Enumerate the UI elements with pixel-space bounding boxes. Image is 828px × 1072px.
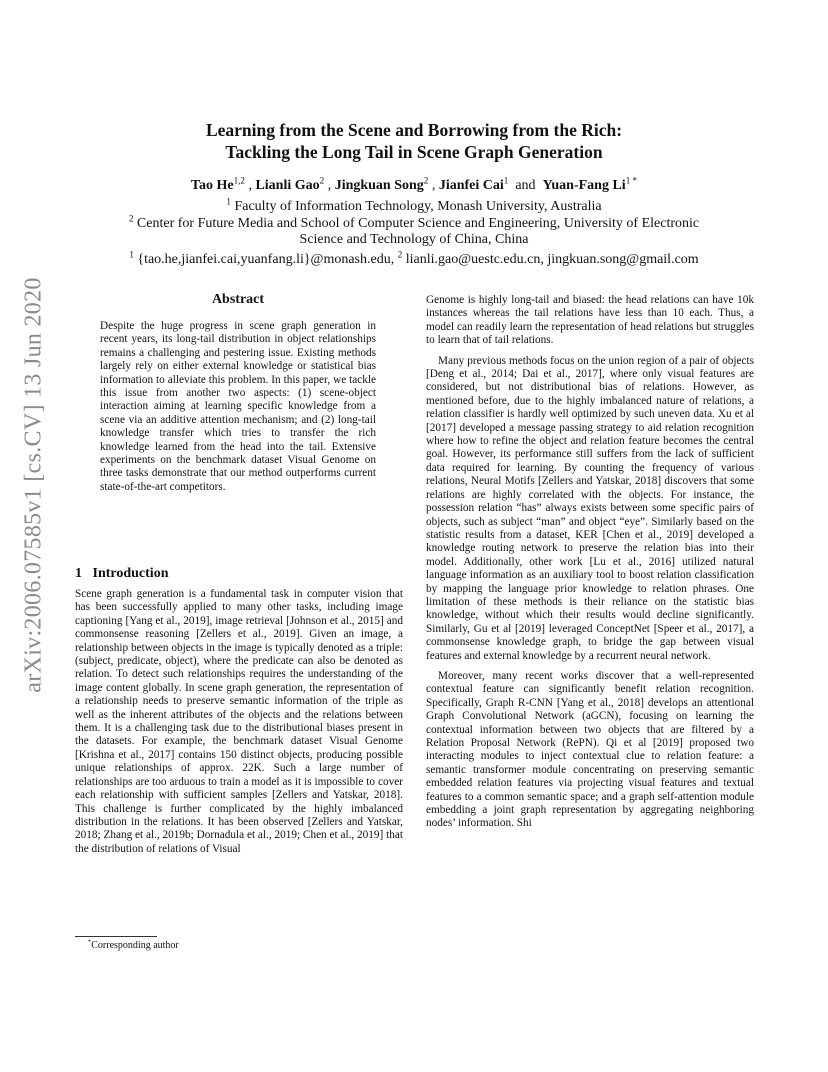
author-name: Jianfei Cai [438, 178, 504, 193]
intro-paragraph: Moreover, many recent works discover that a well-represented contextual feature can significantly benefit relation recognition. Specifically, Graph R-CNN [Yang et al., 2018] develops an attentional Graph Convolutional Network (aGCN), focusing on learning the contextual information between two objects that are filtered by a Relation Proposal Network (RePN). Qi et al [2019] proposed two interacting modules to inject contextual clue to relation feature: a semantic transformer module concentrating on preserving semantic embedded relation features via projecting visual features and textual features to a common semantic space; and a graph self-attention module embedding a joint graph representation by aggregating neighboring nodes’ information. Shi [426, 669, 754, 830]
affiliation-2: $^2$ Center for Future Media and School of Computer Science and Engineering, University of Electronic [128, 213, 700, 231]
affiliation-1: $^1$ Faculty of Information Technology, Monash University, Australia [226, 196, 602, 214]
intro-paragraph: Many previous methods focus on the union region of a pair of objects [Deng et al., 2014; Dai et al., 2017], where only visual features are considered, but not distributional bias of relations. However, as mentioned before, due to the highly imbalanced nature of relations, a relation classifier is hardly well optimized by such uneven data. Xu et al [2017] developed a message passing strategy to aid relation recognition where how to refine the object and relation feature becomes the central goal. However, its performance still suffers from the lack of sufficient data required for learning. By counting the frequency of various relations, Neural Motifs [Zellers and Yatskar, 2018] discovers that some relations are highly correlated with the objects. For instance, the possession relation “has” always exists between some specific pairs of objects, such as subject “man” and object “eye”. Similarly based on the statistic results from a dataset, KER [Chen et al., 2019] developed a knowledge routing network to preserve the relation bias into their model. Additionally, other work [Lu et al., 2016] utilized natural language information as an auxiliary tool to boost relation classification by mapping the language prior knowledge to relation phrases. One limitation of these methods is their reliance on the statistic bias knowledge, without which their results would decline significantly. Similarly, Gu et al [2019] leveraged ConceptNet [Speer et al., 2017], a commonsense knowledge graph, to bridge the gap between visual features and external knowledge by a recurrent neural network. [426, 354, 754, 662]
footnote-rule [75, 936, 157, 937]
intro-column-right [426, 294, 754, 831]
section-heading: 1 Introduction [75, 566, 169, 581]
abstract-heading: Abstract [211, 292, 265, 307]
intro-column-left [75, 588, 403, 856]
author-name: Jingkuan Song [334, 178, 424, 193]
intro-paragraph: Scene graph generation is a fundamental task in computer vision that has been successfully applied to many other tasks, including image captioning [Yang et al., 2019], image retrieval [Johnson et al., 2015] and commonsense reasoning [Zellers et al., 2019]. Given an image, a relationship between objects in the image is typically denoted as a triple: (subject, predicate, object), where the predicate can also be denoted as relation. To detect such relationships requires the understanding of the image content globally. In scene graph generation, the representation of a relationship needs to preserve semantic information of the triple as well as the inherent attributes of the objects and the relations between them. It is a challenging task due to the distributional biases present in the datasets. For example, the benchmark dataset Visual Genome [Krishna et al., 2017] contains 150 distinct objects, producing possible unique relationships of approx. 22K. Such a large number of relationships are too arduous to train a model as it is impossible to cover each relationship with sufficient samples [Zellers and Yatskar, 2018]. This challenge is further complicated by the highly imbalanced distribution in the relations. It has been observed [Zellers and Yatskar, 2018; Zhang et al., 2019b; Dornadula et al., 2019; Chen et al., 2019] that the distribution of relations of Visual [75, 588, 403, 855]
author-name: Lianli Gao [255, 178, 320, 193]
arxiv-id: arXiv:2006.07585v1 [cs.CV] 13 Jun 2020 [20, 277, 47, 693]
arxiv-sidebar [14, 277, 54, 693]
author-name: Yuan-Fang Li [542, 178, 626, 193]
intro-paragraph: Genome is highly long-tail and biased: the head relations can have 10k instances whereas the tail relations have less than 10 each. Thus, a model can readily learn the representation of head relations but struggles to learn that of tail relations. [426, 294, 754, 347]
emails: $^1$ {tao.he,jianfei.cai,yuanfang.li}@monash.edu, $^2$ lianli.gao@uestc.edu.cn, jingkuan.song@gmail.com [129, 249, 699, 267]
paper-title-line2: Tackling the Long Tail in Scene Graph Generation [225, 142, 603, 162]
paper-title-line1: Learning from the Scene and Borrowing from the Rich: [205, 120, 623, 140]
footnote: *Corresponding author [88, 938, 179, 951]
author-list: Tao He$^{1,2}$ , Lianli Gao$^2$ , Jingkuan Song$^2$ , Jianfei Cai$^1$ and Yuan-Fang $Li^{1 *}$ [190, 175, 638, 193]
affiliation-2-cont: Science and Technology of China, China [299, 232, 529, 247]
abstract-text: Despite the huge progress in scene graph generation in recent years, its long-tail distribution in object relationships remains a challenging and pestering issue. Existing methods largely rely on either external knowledge or statistical bias information to alleviate this problem. In this paper, we tackle this issue from another two aspects: (1) scene-object interaction aiming at learning specific knowledge from a scene via an additive attention mechanism; and (2) long-tail knowledge transfer which tries to transfer the rich knowledge learned from the head into the tail. Extensive experiments on the benchmark dataset Visual Genome on three tasks demonstrate that our method outperforms current state-of-the-art competitors. [100, 320, 376, 493]
author-name: Tao He [190, 178, 234, 193]
